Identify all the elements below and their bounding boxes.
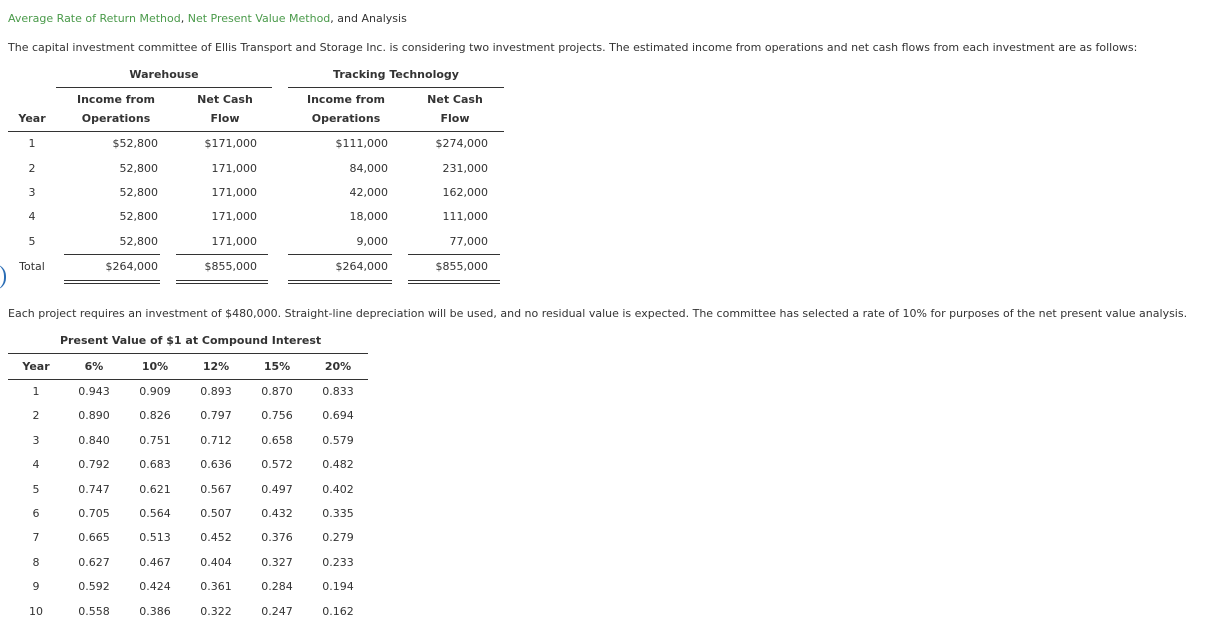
pv-value-cell: 0.402 [322,482,354,496]
pv-value-cell: 0.833 [322,385,354,398]
pv-value-cell: 0.162 [322,604,354,618]
col-header-year: Year [18,112,46,125]
pv-year-cell: 9 [32,580,40,594]
pv-value-cell: 0.432 [261,507,293,520]
pv-value-cell: 0.513 [139,531,171,545]
total-rule-w-income [64,254,160,255]
pv-header-rule [8,379,368,380]
cell-t-income: 18,000 [349,210,388,223]
pv-header-0: Year [22,360,50,373]
pv-year-cell: 2 [32,409,40,423]
pv-value-cell: 0.751 [139,433,171,447]
total-rule-w-cash [176,254,268,255]
group-header-warehouse: Warehouse [129,68,199,81]
header-rule [8,131,504,132]
cell-w-cash: 171,000 [211,186,257,199]
cell-t-income: 9,000 [356,235,388,248]
pv-year-cell: 10 [29,604,43,618]
cell-w-income: 52,800 [119,162,158,175]
col-header-t-cash-2: Flow [440,112,470,125]
pv-value-cell: 0.579 [322,433,354,447]
pv-value-cell: 0.567 [200,482,232,496]
pv-value-cell: 0.572 [261,458,293,472]
pv-value-cell: 0.747 [78,482,110,496]
pv-value-cell: 0.194 [322,580,354,594]
cell-year: 2 [28,162,36,175]
link-net-present-value[interactable]: Net Present Value Method [187,12,331,25]
title-separator: , [180,12,188,25]
cell-w-cash: 171,000 [211,162,257,175]
pv-value-cell: 0.621 [139,482,171,496]
col-header-w-cash-2: Flow [210,112,240,125]
pv-header-4: 15% [263,360,291,373]
col-header-w-income-2: Operations [81,112,151,125]
double-rule-w-cash-2 [176,283,268,284]
cell-w-income: $52,800 [112,137,158,150]
pv-value-cell: 0.558 [78,604,110,618]
pv-value-cell: 0.627 [78,555,110,569]
pv-value-cell: 0.233 [322,555,354,569]
pv-value-cell: 0.247 [261,604,293,618]
cell-t-cash: 162,000 [442,186,488,199]
pv-value-cell: 0.694 [322,409,354,423]
double-rule-t-income-2 [288,283,392,284]
link-average-rate-of-return[interactable]: Average Rate of Return Method [8,12,181,25]
pv-value-cell: 0.756 [261,409,293,423]
pv-value-cell: 0.893 [200,385,232,398]
pv-value-cell: 0.943 [78,385,110,398]
pv-value-cell: 0.452 [200,531,232,545]
pv-value-cell: 0.826 [139,409,171,423]
group-underline-tracking [288,87,504,88]
group-header-tracking-technology: Tracking Technology [333,68,459,81]
pv-year-cell: 8 [32,555,40,569]
pv-value-cell: 0.564 [139,507,171,520]
group-underline-warehouse [56,87,272,88]
cell-year: 3 [28,186,36,199]
cell-t-cash: $274,000 [435,137,488,150]
total-w-income: $264,000 [105,260,158,273]
total-w-cash: $855,000 [204,260,257,273]
cell-w-cash: 171,000 [211,235,257,248]
cell-year: 4 [28,210,36,223]
cell-w-cash: $171,000 [204,137,257,150]
total-t-income: $264,000 [335,260,388,273]
pv-value-cell: 0.424 [139,580,171,594]
pv-value-cell: 0.636 [200,458,232,472]
pv-value-cell: 0.592 [78,580,110,594]
pv-value-cell: 0.404 [200,555,232,569]
col-header-w-cash-1: Net Cash [197,93,253,106]
pv-value-cell: 0.792 [78,458,110,472]
col-header-w-income-1: Income from [77,93,155,106]
pv-value-cell: 0.712 [200,433,232,447]
cell-t-cash: 231,000 [442,162,488,175]
double-rule-t-cash-2 [408,283,500,284]
total-rule-t-income [288,254,392,255]
pv-header-3: 12% [202,360,230,373]
total-rule-t-cash [408,254,500,255]
double-rule-w-income-2 [64,283,160,284]
pv-value-cell: 0.507 [200,507,232,520]
cell-t-cash: 111,000 [442,210,488,223]
intro-text: The capital investment committee of Ellis Transport and Storage Inc. is considering two investment projects. The estimated income from operations and net cash flows from each investment are as follows: [8,41,1138,54]
pv-year-cell: 5 [32,482,40,496]
pv-title-rule [8,353,368,354]
cell-t-cash: 77,000 [449,235,488,248]
pv-year-cell: 4 [32,458,40,472]
pv-value-cell: 0.665 [78,531,110,545]
pv-value-cell: 0.797 [200,409,232,423]
pv-value-cell: 0.376 [261,531,293,545]
scroll-edge-indicator [0,264,6,290]
pv-header-1: 6% [84,360,104,373]
pv-value-cell: 0.361 [200,580,232,594]
pv-value-cell: 0.909 [139,385,171,398]
pv-value-cell: 0.386 [139,604,171,618]
pv-value-cell: 0.482 [322,458,354,472]
total-year: Total [19,260,45,273]
pv-year-cell: 3 [32,433,40,447]
pv-value-cell: 0.322 [200,604,232,618]
pv-year-cell: 1 [32,385,40,398]
cell-year: 5 [28,235,36,248]
pv-year-cell: 6 [32,507,40,520]
title-tail: , and Analysis [330,12,407,25]
cell-w-income: 52,800 [119,210,158,223]
cell-t-income: 84,000 [349,162,388,175]
double-rule-w-income-1 [64,280,160,281]
pv-value-cell: 0.870 [261,385,293,398]
pv-value-cell: 0.840 [78,433,110,447]
pv-table-title: Present Value of $1 at Compound Interest [60,334,322,347]
pv-value-cell: 0.658 [261,433,293,447]
cell-t-income: 42,000 [349,186,388,199]
double-rule-t-cash-1 [408,280,500,281]
cell-w-income: 52,800 [119,235,158,248]
double-rule-w-cash-1 [176,280,268,281]
cell-w-cash: 171,000 [211,210,257,223]
investment-paragraph: Each project requires an investment of $480,000. Straight-line depreciation will be used, and no residual value is expected. The committee has selected a rate of 10% for purposes of the net present value analysis. [8,307,1188,320]
pv-value-cell: 0.279 [322,531,354,545]
pv-value-cell: 0.890 [78,409,110,423]
pv-header-2: 10% [141,360,169,373]
cell-w-income: 52,800 [119,186,158,199]
col-header-t-income-2: Operations [311,112,381,125]
pv-value-cell: 0.284 [261,580,293,594]
page-title [8,12,407,25]
col-header-t-cash-1: Net Cash [427,93,483,106]
double-rule-t-income-1 [288,280,392,281]
pv-year-cell: 7 [32,531,40,545]
pv-value-cell: 0.683 [139,458,171,472]
pv-header-5: 20% [324,360,352,373]
total-t-cash: $855,000 [435,260,488,273]
pv-value-cell: 0.705 [78,507,110,520]
cell-t-income: $111,000 [335,137,388,150]
col-header-t-income-1: Income from [307,93,385,106]
pv-value-cell: 0.497 [261,482,293,496]
cell-year: 1 [28,137,36,150]
pv-value-cell: 0.327 [261,555,293,569]
pv-value-cell: 0.335 [322,507,354,520]
pv-value-cell: 0.467 [139,555,171,569]
